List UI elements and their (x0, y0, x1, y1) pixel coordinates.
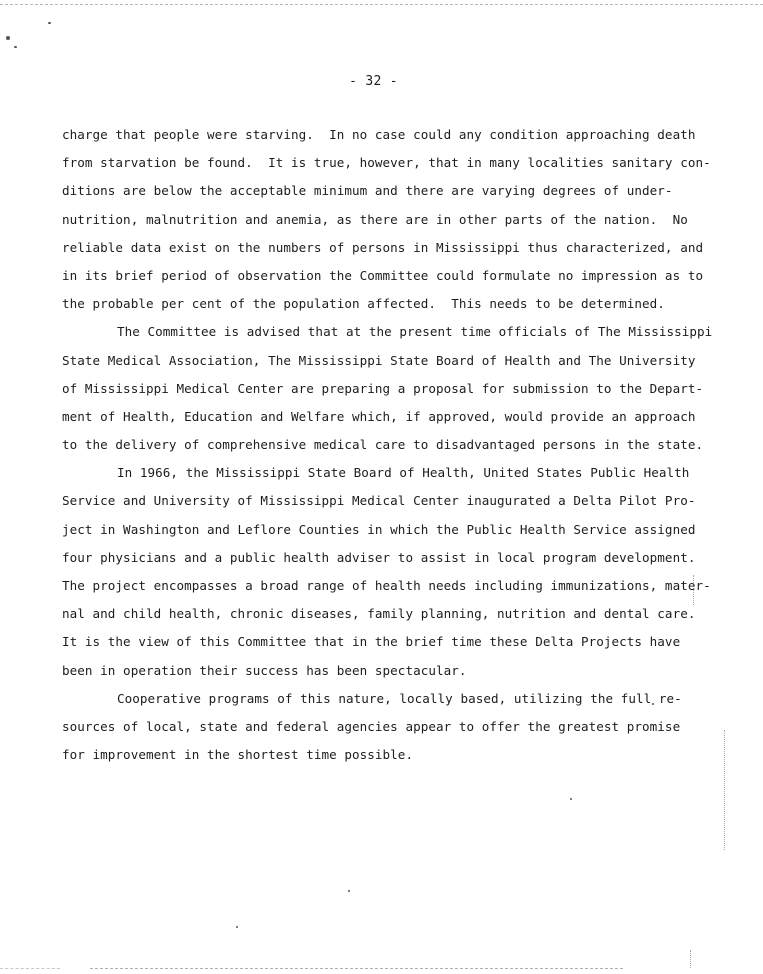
text-line: in its brief period of observation the Committee could formulate no impression as to (62, 267, 704, 283)
bottom-scan-edge (90, 968, 623, 969)
text-line: been in operation their success has been spectacular. (62, 662, 467, 678)
text-line: the probable per cent of the population affected. This needs to be determined. (62, 296, 665, 312)
page-number (0, 74, 763, 89)
scan-speck (14, 46, 17, 48)
text-line: Cooperative programs of this nature, locally based, utilizing the full re- (117, 690, 682, 706)
text-line: nutrition, malnutrition and anemia, as there are in other parts of the nation. No (62, 211, 688, 227)
text-line: It is the view of this Committee that in the brief time these Delta Projects have (62, 634, 681, 650)
text-line: reliable data exist on the numbers of persons in Mississippi thus characterized, and (62, 239, 704, 255)
text-line: The Committee is advised that at the present time officials of The Mississippi (117, 324, 713, 340)
scan-speck (236, 926, 238, 928)
scan-speck (570, 798, 572, 800)
text-line: The project encompasses a broad range of health needs including immunizations, mater- (62, 578, 711, 593)
text-line: four physicians and a public health adviser to assist in local program development. (62, 549, 696, 565)
text-line: Service and University of Mississippi Medical Center inaugurated a Delta Pilot Pro- (62, 493, 696, 509)
margin-mark (724, 730, 726, 850)
text-line: ditions are below the acceptable minimum and there are varying degrees of under- (62, 183, 673, 199)
text-line: charge that people were starving. In no case could any condition approaching death (62, 127, 696, 142)
scan-speck (348, 890, 350, 892)
text-line: from starvation be found. It is true, however, that in many localities sanitary con- (62, 155, 711, 171)
scan-speck (48, 22, 51, 24)
text-line: ject in Washington and Leflore Counties in which the Public Health Service assigned (62, 521, 696, 537)
text-line: ment of Health, Education and Welfare which, if approved, would provide an approach (62, 408, 696, 424)
text-line: to the delivery of comprehensive medical care to disadvantaged persons in the state. (62, 437, 704, 453)
bottom-scan-edge-left (0, 968, 60, 969)
scan-speck (6, 36, 10, 40)
text-line: for improvement in the shortest time possible. (62, 747, 414, 763)
text-line: In 1966, the Mississippi State Board of Health, United States Public Health (117, 465, 690, 481)
text-line: of Mississippi Medical Center are preparing a proposal for submission to the Depart- (62, 380, 704, 396)
body-text (62, 121, 713, 769)
text-line: State Medical Association, The Mississippi State Board of Health and The University (62, 352, 696, 368)
margin-mark (690, 950, 692, 968)
text-line: sources of local, state and federal agencies appear to offer the greatest promise (62, 718, 681, 734)
top-scan-edge (0, 4, 763, 5)
page-number-text: - 32 - (349, 74, 398, 89)
text-line: nal and child health, chronic diseases, family planning, nutrition and dental care. (62, 606, 696, 622)
